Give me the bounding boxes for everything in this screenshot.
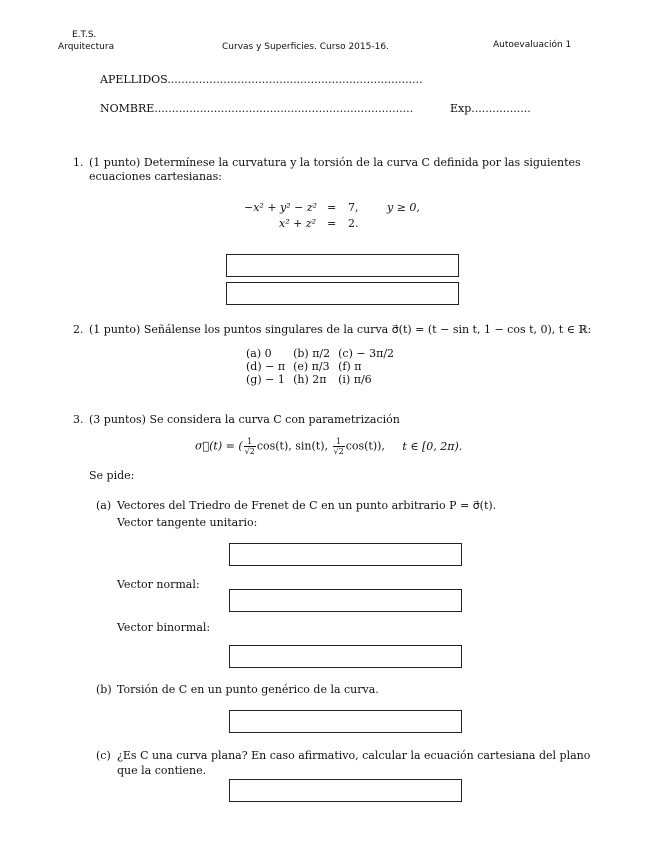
q2-option-i[interactable]: (i) π/6	[338, 373, 372, 386]
q3-tangent-answer-box[interactable]	[229, 543, 462, 566]
q2-option-a[interactable]: (a) 0	[246, 347, 272, 360]
q3-fraction-2	[333, 437, 345, 456]
apellidos-field[interactable]	[100, 73, 423, 86]
q2-option-g[interactable]: (g) − 1	[246, 373, 285, 386]
q3-frac-num-2: 1	[333, 437, 345, 447]
header-course: Curvas y Superficies. Curso 2015-16.	[222, 42, 389, 52]
exp-field[interactable]	[450, 102, 531, 115]
q3-tangent-label: Vector tangente unitario:	[117, 516, 258, 529]
q3-parametrization	[195, 437, 462, 456]
q3-normal-answer-box[interactable]	[229, 589, 462, 612]
q3-torsion-answer-box[interactable]	[229, 710, 462, 733]
q1-eq1-lhs: −x² + y² − z²	[244, 201, 318, 214]
q2-option-h[interactable]: (h) 2π	[293, 373, 327, 386]
q3-normal-label: Vector normal:	[117, 578, 200, 591]
q3-param-lhs: σ⃗(t) = (	[195, 439, 243, 453]
nombre-field[interactable]	[100, 102, 413, 115]
q3-param-domain: t ∈ [0, 2π).	[402, 439, 463, 453]
q3-frac-den-2: √2	[333, 447, 344, 456]
header-school: E.T.S.	[72, 30, 97, 40]
q3-c-text-line2: que la contiene.	[117, 764, 207, 777]
q1-eq2-eq: =	[327, 217, 337, 230]
nombre-label: NOMBRE	[100, 102, 155, 115]
q3-number: 3.	[73, 413, 84, 426]
q2-options-table	[246, 347, 402, 386]
q1-eq1-rhs: 7,	[348, 201, 359, 214]
q3-fraction-1	[244, 437, 256, 456]
q3-frac-den-1: √2	[244, 447, 255, 456]
q2-option-f[interactable]: (f) π	[338, 360, 362, 373]
q3-a-text: Vectores del Triedro de Frenet de C en un punto arbitrario P = σ⃗(t).	[117, 499, 497, 512]
q3-plane-answer-box[interactable]	[229, 779, 462, 802]
q1-answer-box-2[interactable]	[226, 282, 459, 305]
exp-dots: .................	[471, 102, 531, 115]
q1-eq2-lhs: x² + z²	[279, 217, 317, 230]
q1-eq2-rhs: 2.	[348, 217, 359, 230]
q2-option-d[interactable]: (d) − π	[246, 360, 286, 373]
q2-option-c[interactable]: (c) − 3π/2	[338, 347, 395, 360]
q3-frac-num-1: 1	[244, 437, 256, 447]
apellidos-label: APELLIDOS	[100, 73, 168, 86]
q2-option-e[interactable]: (e) π/3	[293, 360, 330, 373]
q2-option-b[interactable]: (b) π/2	[293, 347, 331, 360]
nombre-dots: ..........................................................................	[154, 102, 414, 115]
q3-c-text-line1: ¿Es C una curva plana? En caso afirmativo, calcular la ecuación cartesiana del plano	[117, 749, 591, 762]
q1-text-line1: (1 punto) Determínese la curvatura y la torsión de la curva C definida por las siguientes	[89, 156, 581, 169]
q3-binormal-label: Vector binormal:	[117, 621, 211, 634]
q3-param-mid2: cos(t)),	[345, 439, 385, 453]
apellidos-dots: .........................................................................	[167, 73, 423, 86]
q1-answer-box-1[interactable]	[226, 254, 459, 277]
header-dept: Arquitectura	[58, 42, 115, 52]
q3-text: (3 puntos) Se considera la curva C con parametrización	[89, 413, 400, 426]
header-doc-type: Autoevaluación 1	[493, 40, 572, 50]
q2-options-row	[246, 347, 402, 360]
exp-label: Exp	[450, 102, 472, 115]
q3-param-mid1: cos(t), sin(t),	[256, 439, 328, 453]
q1-number: 1.	[73, 156, 84, 169]
q2-options-row	[246, 373, 402, 386]
q2-text: (1 punto) Señálense los puntos singulares de la curva σ⃗(t) = (t − sin t, 1 − cos t, 0), t ∈ ℝ:	[89, 323, 592, 336]
q1-eq1-cond: y ≥ 0,	[387, 201, 420, 214]
q3-c-label: (c)	[96, 749, 111, 762]
q1-eq1-eq: =	[327, 201, 337, 214]
q3-b-text: Torsión de C en un punto genérico de la curva.	[117, 683, 379, 696]
q2-options-row	[246, 360, 402, 373]
q3-b-label: (b)	[96, 683, 112, 696]
q1-text-line2: ecuaciones cartesianas:	[89, 170, 222, 183]
q3-a-label: (a)	[96, 499, 112, 512]
q2-number: 2.	[73, 323, 84, 336]
q3-binormal-answer-box[interactable]	[229, 645, 462, 668]
q3-se-pide: Se pide:	[89, 469, 135, 482]
